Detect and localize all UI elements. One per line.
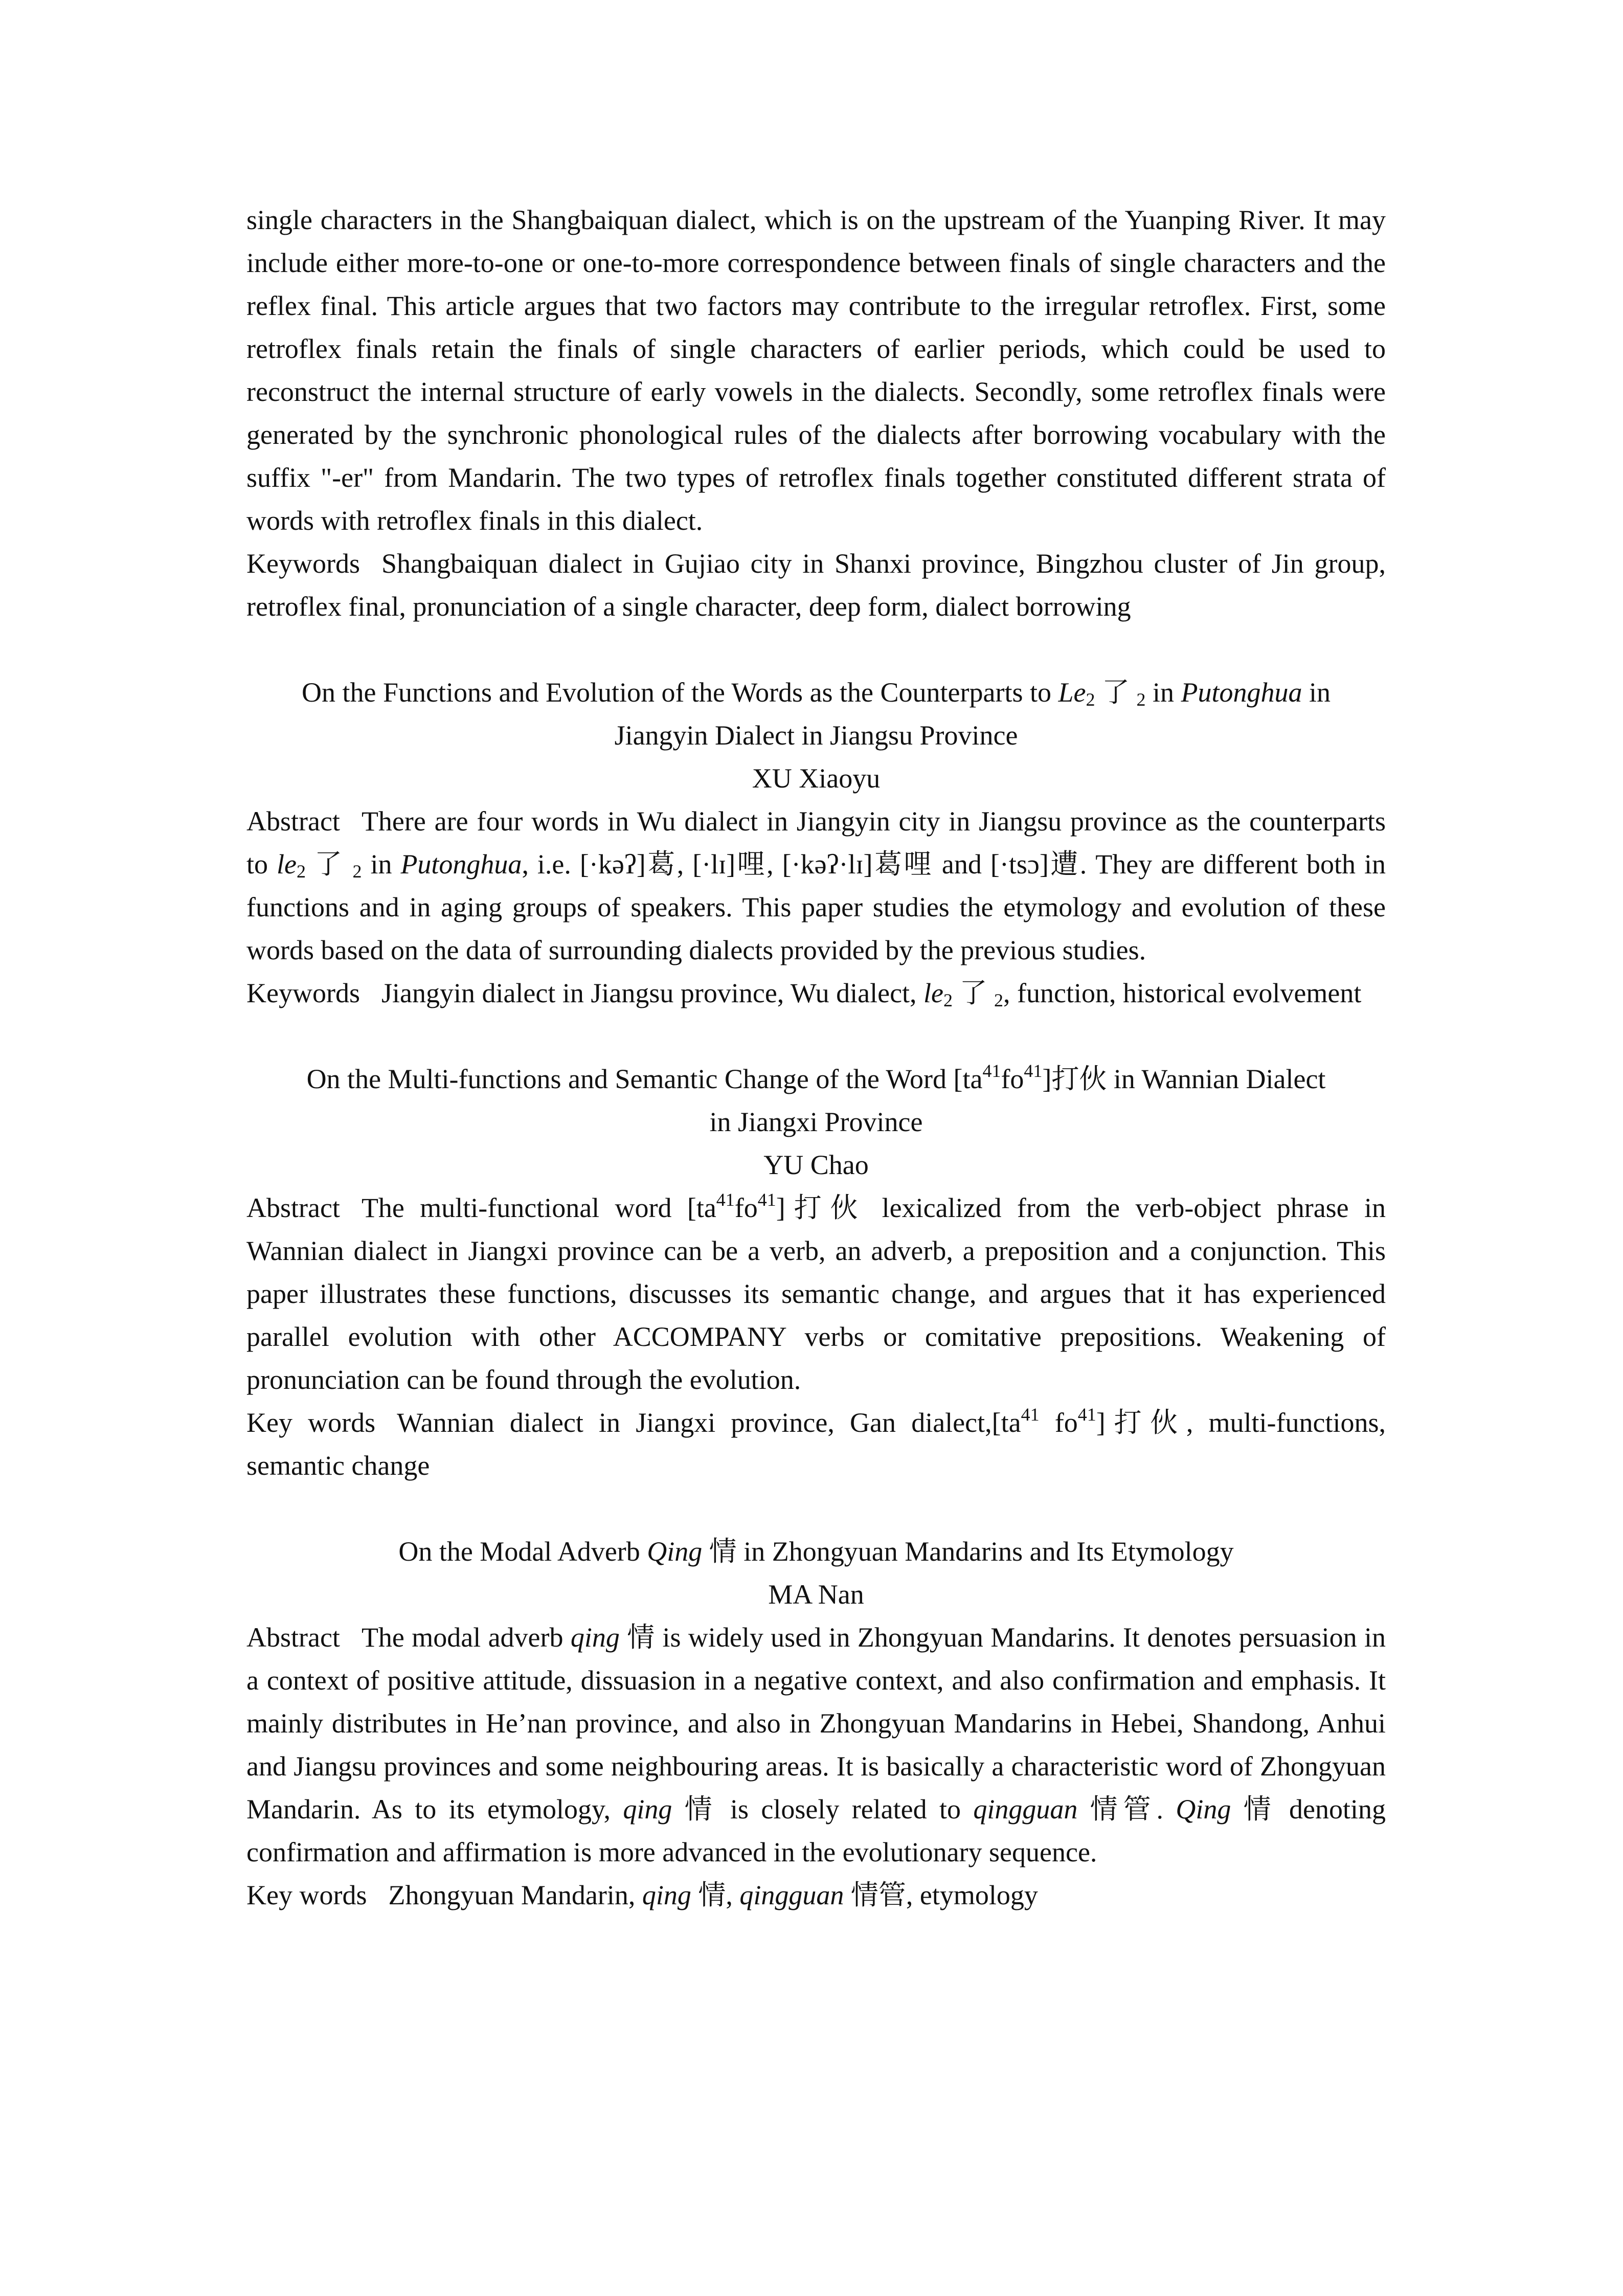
text-run: 情管, etymology [844,1880,1038,1910]
text-run: The modal adverb [361,1622,571,1653]
italic-text: qing [642,1880,691,1910]
article-title-line [246,671,1386,714]
text-run: in [1302,677,1331,708]
text-run: There are four words in Wu dialect in Jiangyin city in Jiangsu province as the counterparts to [246,806,1386,880]
italic-text: qingguan [739,1880,844,1910]
article-entry-wannian [246,1057,1386,1487]
italic-text: le [277,849,297,880]
superscript-text: 41 [757,1189,776,1210]
subscript-text: 2 [1086,689,1095,710]
italic-text: le [923,978,944,1008]
text-run: Zhongyuan Mandarin, [388,1880,642,1910]
text-run: 了 [1095,677,1137,708]
text-run: On the Modal Adverb [398,1536,647,1567]
superscript-text: 41 [1024,1061,1043,1081]
italic-text: Qing [1176,1794,1231,1825]
document-page [246,198,1386,1917]
abstract-paragraph [246,1616,1386,1874]
article-title-line [246,1057,1386,1100]
abstract-label: Abstract [246,1622,340,1653]
text-run: in Jiangxi Province [709,1107,923,1137]
keywords-label: Key words [246,1407,376,1438]
article-author: XU Xiaoyu [752,763,881,794]
subscript-text: 2 [994,990,1004,1010]
keywords-label: Keywords [246,978,360,1008]
subscript-text: 2 [943,990,953,1010]
text-run: single characters in the Shangbaiquan dialect, which is on the upstream of the Yuanping River. It may include either more-to-one or one-to-more correspondence between finals of single characters and the reflex final. This article argues that two factors may contribute to the irregular retroflex. First, some retroflex finals retain the finals of single characters of earlier periods, which could be used to reconstruct the internal structure of early vowels in the dialects. Secondly, some retroflex finals were generated by the synchronic phonological rules of the dialects after borrowing vocabulary with the suffix "-er" from Mandarin. The two types of retroflex finals together constituted different strata of words with retroflex finals in this dialect. [246,205,1386,536]
keywords-text [381,978,1361,1008]
text-run: , function, historical evolvement [1003,978,1362,1008]
subscript-text: 2 [352,861,362,882]
abstract-paragraph [246,800,1386,972]
text-run: Shangbaiquan dialect in Gujiao city in Shanxi province, Bingzhou cluster of Jin group, retroflex final, pronunciation of a single character, deep form, dialect borrowing [246,548,1386,622]
article-entry-qing [246,1530,1386,1917]
text-run: 情, [691,1880,740,1910]
keywords-label: Key words [246,1880,367,1910]
abstract-label: Abstract [246,1192,340,1223]
article-author: YU Chao [763,1150,869,1180]
text-run: fo [1039,1407,1078,1438]
superscript-text: 41 [982,1061,1001,1081]
article-entry-shangbaiquan [246,198,1386,628]
abstract-text [246,1622,1386,1867]
text-run: The multi-functional word [ta [361,1192,716,1223]
abstract-text [246,806,1386,965]
italic-text: Qing [647,1536,703,1567]
superscript-text: 41 [1021,1404,1040,1425]
keywords-paragraph [246,972,1386,1015]
superscript-text: 41 [716,1189,735,1210]
article-entry-jiangyin [246,671,1386,1015]
text-run: , i.e. [·kəʔ]葛, [·lɪ]哩, [·kəʔ·lɪ]葛哩 and [·tsɔ]遭. They are different both in functions and in aging groups of speakers. This paper studies the etymology and evolution of these words based on the data of surrounding dialects provided by the previous studies. [246,849,1386,965]
keywords-paragraph [246,542,1386,628]
italic-text: Le [1058,677,1086,708]
text-run: 了 [305,849,353,880]
section-spacer [246,1487,1386,1530]
keywords-text [388,1880,1038,1910]
text-run: in [1145,677,1181,708]
italic-text: Putonghua [400,849,522,880]
text-run: Jiangyin dialect in Jiangsu province, Wu dialect, [381,978,924,1008]
subscript-text: 2 [1136,689,1146,710]
article-title-line [246,1530,1386,1573]
abstract-continuation [246,198,1386,542]
article-title-line [246,714,1386,757]
keywords-paragraph [246,1874,1386,1917]
text-run: 了 [953,978,995,1008]
italic-text: qing [623,1794,672,1825]
italic-text: qing [570,1622,620,1653]
abstract-text [246,1189,1386,1395]
text-run: ]打伙 lexicalized from the verb-object phrase in Wannian dialect in Jiangxi province can be a verb, an adverb, a preposition and a conjunction. This paper illustrates these functions, discusses its semantic change, and argues that it has experienced parallel evolution with other ACCOMPANY verbs or comitative prepositions. Weakening of pronunciation can be found through the evolution. [246,1192,1386,1395]
section-spacer [246,628,1386,671]
text-run: 情 in Zhongyuan Mandarins and Its Etymology [702,1536,1234,1567]
keywords-text [246,548,1386,622]
text-run: On the Multi-functions and Semantic Change of the Word [ta [306,1064,983,1094]
text-run: On the Functions and Evolution of the Words as the Counterparts to [302,677,1058,708]
keywords-paragraph [246,1401,1386,1487]
article-title-line [246,1100,1386,1143]
italic-text: Putonghua [1181,677,1302,708]
text-run: in [362,849,401,880]
text-run: 情 is closely related to [672,1794,974,1825]
text-run: 情 is widely used in Zhongyuan Mandarins. It denotes persuasion in a context of positive attitude, dissuasion in a negative context, and also confirmation and emphasis. It mainly distributes in He’nan province, and also in Zhongyuan Mandarins in Hebei, Shandong, Anhui and Jiangsu provinces and some neighbouring areas. It is basically a characteristic word of Zhongyuan Mandarin. As to its etymology, [246,1622,1386,1825]
text-run: fo [734,1192,758,1223]
article-author: MA Nan [768,1579,864,1610]
keywords-text [246,1404,1386,1481]
text-run: fo [1001,1064,1024,1094]
keywords-label: Keywords [246,548,360,579]
text-run: ]打伙, multi-functions, semantic change [246,1407,1386,1481]
italic-text: qingguan [973,1794,1078,1825]
abstract-paragraph [246,1186,1386,1401]
superscript-text: 41 [1077,1404,1096,1425]
text-run: 情管. [1077,1794,1176,1825]
abstract-label: Abstract [246,806,340,837]
text-run: 情 denoting confirmation and affirmation is more advanced in the evolutionary sequence. [246,1794,1386,1867]
text-run: ]打伙 in Wannian Dialect [1042,1064,1326,1094]
section-spacer [246,1015,1386,1057]
text-run: Wannian dialect in Jiangxi province, Gan dialect,[ta [397,1407,1021,1438]
subscript-text: 2 [296,861,306,882]
text-run: Jiangyin Dialect in Jiangsu Province [614,720,1018,751]
